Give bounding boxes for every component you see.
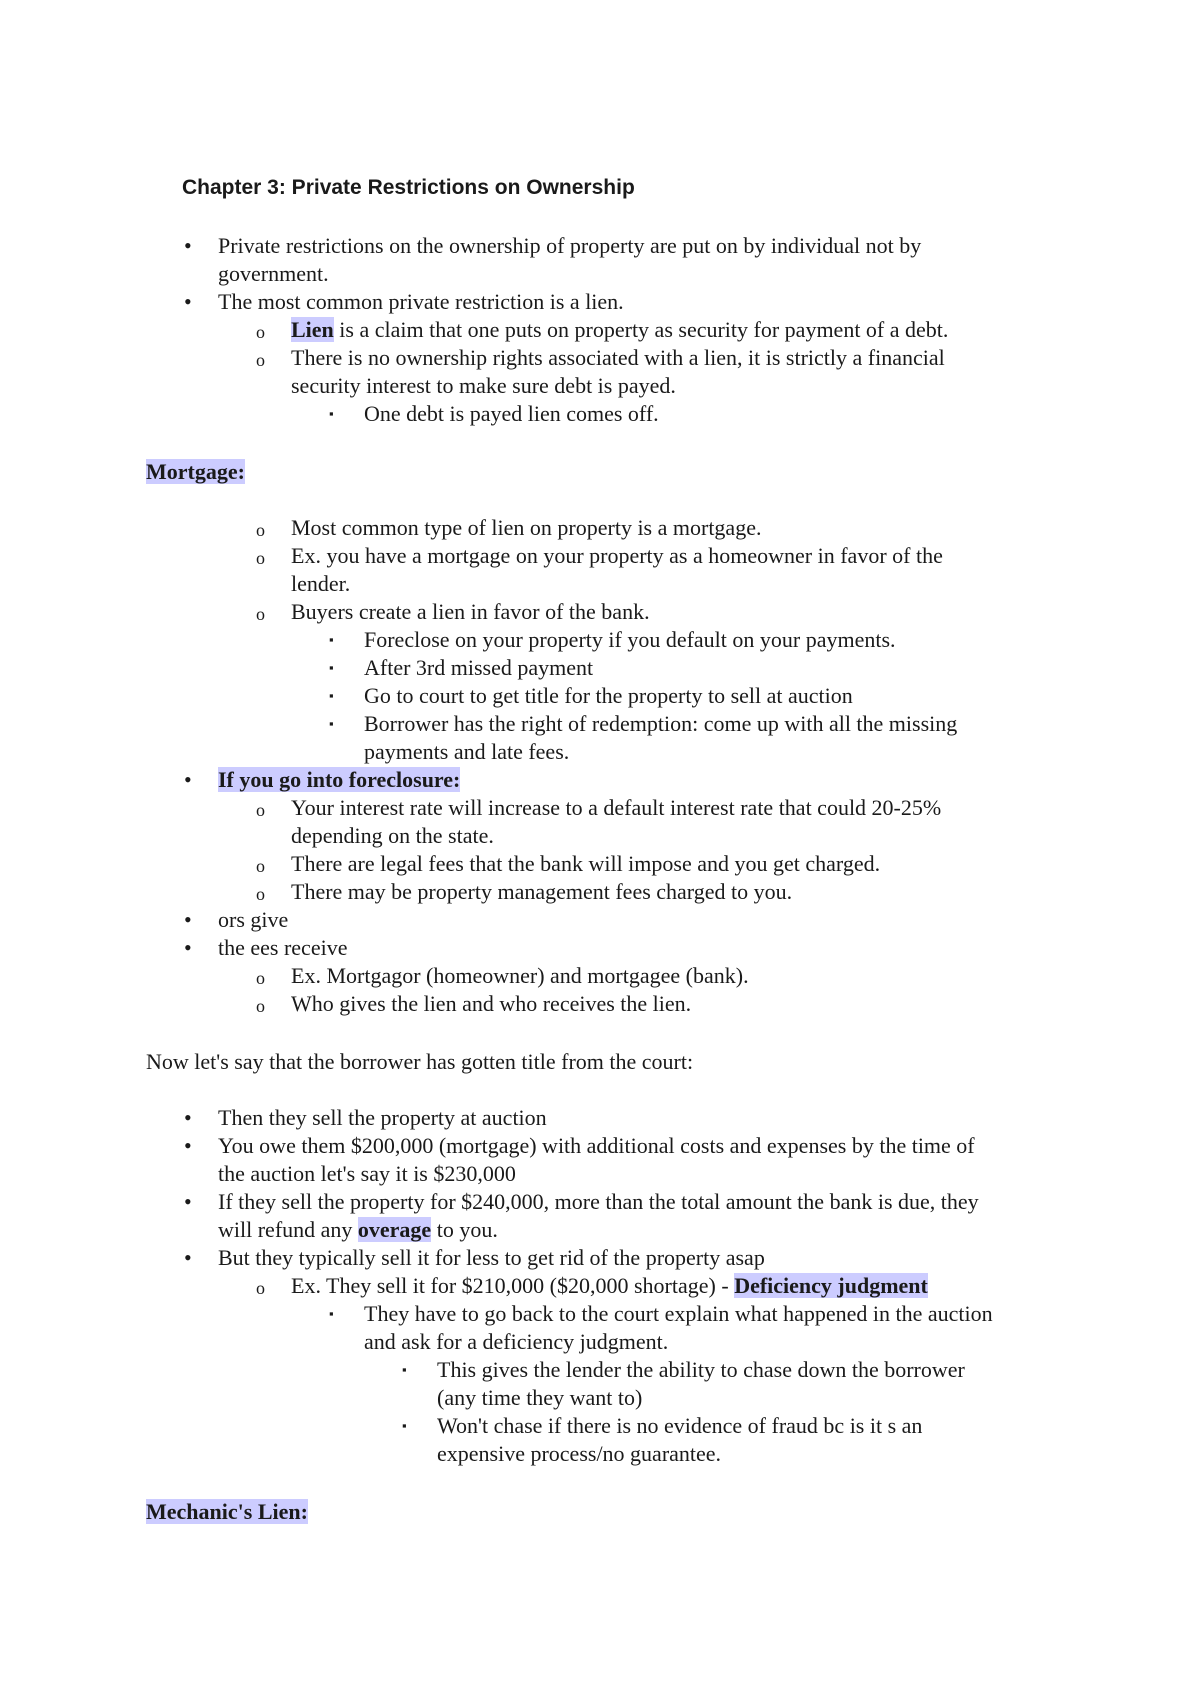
circle-marker: o — [256, 1278, 265, 1298]
list-item: Your interest rate will increase to a default interest rate that could 20-25% — [291, 795, 942, 820]
section-heading-mortgage — [146, 458, 245, 486]
circle-marker: o — [256, 856, 265, 876]
list-item: Who gives the lien and who receives the lien. — [291, 991, 692, 1016]
bullet-marker: • — [184, 233, 192, 258]
circle-marker: o — [256, 520, 265, 540]
refund-text-end: to you. — [431, 1217, 498, 1242]
list-item: Ex. you have a mortgage on your property as a homeowner in favor of the — [291, 543, 943, 568]
list-item-continuation: government. — [218, 261, 329, 286]
circle-marker: o — [256, 996, 265, 1016]
list-item-continuation: security interest to make sure debt is payed. — [291, 373, 676, 398]
list-item: ors give — [218, 907, 289, 932]
list-item: Then they sell the property at auction — [218, 1105, 547, 1130]
square-marker: ▪ — [329, 716, 334, 731]
list-item: Go to court to get title for the property to sell at auction — [364, 683, 853, 708]
term-overage: overage — [357, 1217, 432, 1242]
bullet-marker: • — [184, 1105, 192, 1130]
list-item: After 3rd missed payment — [364, 655, 594, 680]
refund-text: will refund any — [218, 1217, 358, 1242]
shortage-example: Ex. They sell it for $210,000 ($20,000 shortage) - — [291, 1273, 735, 1298]
square-marker: ▪ — [329, 688, 334, 703]
square-marker: ▪ — [329, 660, 334, 675]
circle-marker: o — [256, 350, 265, 370]
bullet-marker: • — [184, 907, 192, 932]
square-marker: ▪ — [329, 1306, 334, 1321]
list-item: There are legal fees that the bank will impose and you get charged. — [291, 851, 881, 876]
list-item: But they typically sell it for less to get rid of the property asap — [218, 1245, 765, 1270]
foreclosure-heading: If you go into foreclosure: — [218, 767, 461, 792]
list-item: There may be property management fees charged to you. — [291, 879, 793, 904]
circle-marker: o — [256, 548, 265, 568]
paragraph: Now let's say that the borrower has gotten title from the court: — [146, 1049, 694, 1074]
bullet-marker: • — [184, 1133, 192, 1158]
list-item: Ex. Mortgagor (homeowner) and mortgagee (bank). — [291, 963, 749, 988]
list-item-continuation: expensive process/no guarantee. — [437, 1441, 722, 1466]
section-heading-mechanics-lien — [146, 1498, 308, 1526]
list-item: Buyers create a lien in favor of the bank. — [291, 599, 650, 624]
list-item: The most common private restriction is a lien. — [218, 289, 624, 314]
list-item: This gives the lender the ability to chase down the borrower — [437, 1357, 965, 1382]
bullet-marker: • — [184, 935, 192, 960]
list-item-continuation: depending on the state. — [291, 823, 494, 848]
list-item: Borrower has the right of redemption: come up with all the missing — [364, 711, 958, 736]
list-item: Private restrictions on the ownership of property are put on by individual not by — [218, 233, 922, 258]
list-item: One debt is payed lien comes off. — [364, 401, 659, 426]
list-item: Won't chase if there is no evidence of fraud bc is it s an — [437, 1413, 923, 1438]
term-lien: Lien — [291, 317, 334, 342]
mortgage-heading: Mortgage: — [146, 459, 245, 484]
square-marker: ▪ — [402, 1418, 407, 1433]
list-item: Most common type of lien on property is a mortgage. — [291, 515, 762, 540]
page-title: Chapter 3: Private Restrictions on Ownership — [182, 176, 635, 199]
list-item — [218, 766, 460, 794]
list-item-continuation: and ask for a deficiency judgment. — [364, 1329, 669, 1354]
circle-marker: o — [256, 968, 265, 988]
list-item: You owe them $200,000 (mortgage) with additional costs and expenses by the time of — [218, 1133, 975, 1158]
circle-marker: o — [256, 884, 265, 904]
mechanics-lien-heading: Mechanic's Lien: — [146, 1499, 308, 1524]
circle-marker: o — [256, 800, 265, 820]
list-item — [291, 316, 948, 344]
bullet-marker: • — [184, 767, 192, 792]
bullet-marker: • — [184, 1245, 192, 1270]
bullet-marker: • — [184, 289, 192, 314]
circle-marker: o — [256, 604, 265, 624]
list-item-continuation — [218, 1216, 498, 1244]
list-item: If they sell the property for $240,000, more than the total amount the bank is due, they — [218, 1189, 979, 1214]
list-item-continuation: payments and late fees. — [364, 739, 570, 764]
list-item: There is no ownership rights associated with a lien, it is strictly a financial — [291, 345, 945, 370]
lien-definition: is a claim that one puts on property as security for payment of a debt. — [333, 317, 949, 342]
list-item: the ees receive — [218, 935, 348, 960]
list-item: They have to go back to the court explain what happened in the auction — [364, 1301, 993, 1326]
circle-marker: o — [256, 322, 265, 342]
list-item-continuation: (any time they want to) — [437, 1385, 643, 1410]
list-item — [291, 1272, 928, 1300]
square-marker: ▪ — [329, 406, 334, 421]
term-deficiency-judgment: Deficiency judgment — [734, 1273, 928, 1298]
bullet-marker: • — [184, 1189, 192, 1214]
list-item-continuation: the auction let's say it is $230,000 — [218, 1161, 516, 1186]
list-item: Foreclose on your property if you default on your payments. — [364, 627, 896, 652]
list-item-continuation: lender. — [291, 571, 351, 596]
square-marker: ▪ — [402, 1362, 407, 1377]
square-marker: ▪ — [329, 632, 334, 647]
